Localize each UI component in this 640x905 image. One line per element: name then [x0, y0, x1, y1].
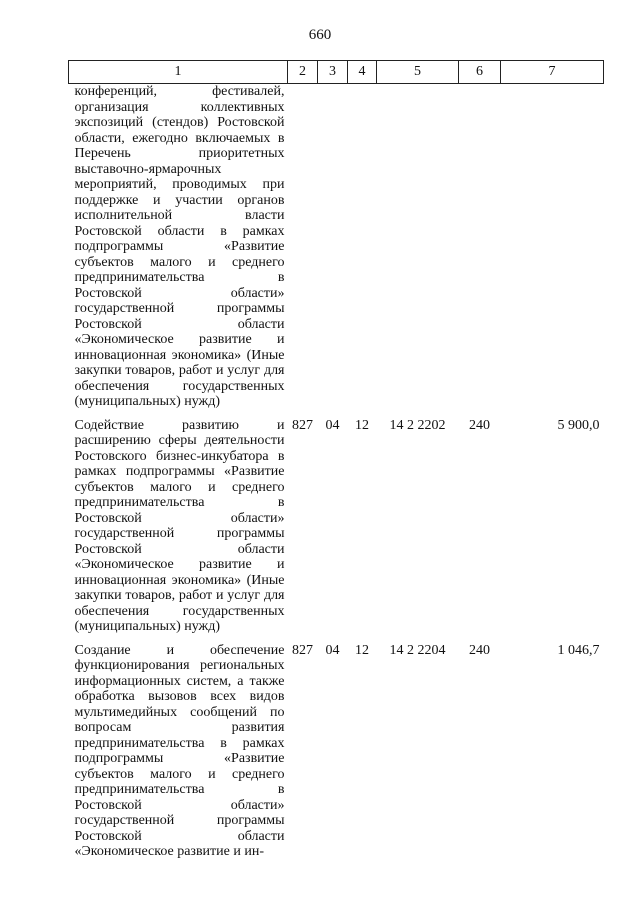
row-section-code: 04 [325, 642, 340, 658]
row-description: Создание и обеспечение функционирования региональных информационных систем, а также обработка вызовов всех видов мультимедийных сообщений по вопросам развития предпринимательства в рамках подпрограммы «Развитие субъектов малого и среднего предпринимательства в Ростовской области» государственной программы Ростовской области «Экономическое развитие и ин- [74, 642, 285, 859]
header-col-4: 4 [348, 61, 377, 84]
header-col-5: 5 [377, 61, 459, 84]
row-amount: 5 900,0 [557, 417, 600, 433]
table-row [69, 418, 604, 643]
table-body [69, 84, 604, 868]
row-subsection-code [348, 84, 377, 418]
row-ministry-code [288, 84, 318, 418]
row-expense-type [459, 84, 501, 418]
table-header [69, 61, 604, 84]
row-description: конференций, фестивалей, организация коллективных экспозиций (стендов) Ростовской области, ежегодно включаемых в Перечень приоритетных выставочно-ярмарочных мероприятий, проводимых при поддержке и участии органов исполнительной власти Ростовской области в рамках подпрограммы «Развитие субъектов малого и среднего предпринимательства в Ростовской области» государственной программы Ростовской области «Экономическое развитие и инновационная экономика» (Иные закупки товаров, работ и услуг для обеспечения государственных (муниципальных) нужд) [74, 84, 285, 409]
header-col-3: 3 [318, 61, 348, 84]
row-section-code: 04 [325, 417, 340, 433]
row-expense-type: 240 [469, 417, 490, 433]
header-row [69, 61, 604, 84]
row-amount: 1 046,7 [557, 642, 600, 658]
row-target-article [377, 84, 459, 418]
row-section-code [318, 84, 348, 418]
table-row [69, 643, 604, 868]
row-subsection-code: 12 [355, 642, 369, 658]
budget-table [68, 60, 604, 868]
row-target-article: 14 2 2204 [389, 642, 446, 658]
row-expense-type: 240 [469, 642, 490, 658]
page-number: 660 [308, 27, 332, 43]
row-description: Содействие развитию и расширению сферы деятельности Ростовского бизнес-инкубатора в рамках подпрограммы «Развитие субъектов малого и среднего предпринимательства в Ростовской области» государственной программы Ростовской области «Экономическое развитие и инновационная экономика» (Иные закупки товаров, работ и услуг для обеспечения государственных (муниципальных) нужд) [74, 417, 285, 634]
row-subsection-code: 12 [355, 417, 369, 433]
budget-table-container [68, 60, 603, 868]
row-amount [501, 84, 604, 418]
header-col-7: 7 [501, 61, 604, 84]
row-ministry-code: 827 [292, 417, 313, 433]
header-col-2: 2 [288, 61, 318, 84]
header-col-6: 6 [459, 61, 501, 84]
row-ministry-code: 827 [292, 642, 313, 658]
row-target-article: 14 2 2202 [389, 417, 446, 433]
table-row [69, 84, 604, 418]
header-col-1: 1 [69, 61, 288, 84]
